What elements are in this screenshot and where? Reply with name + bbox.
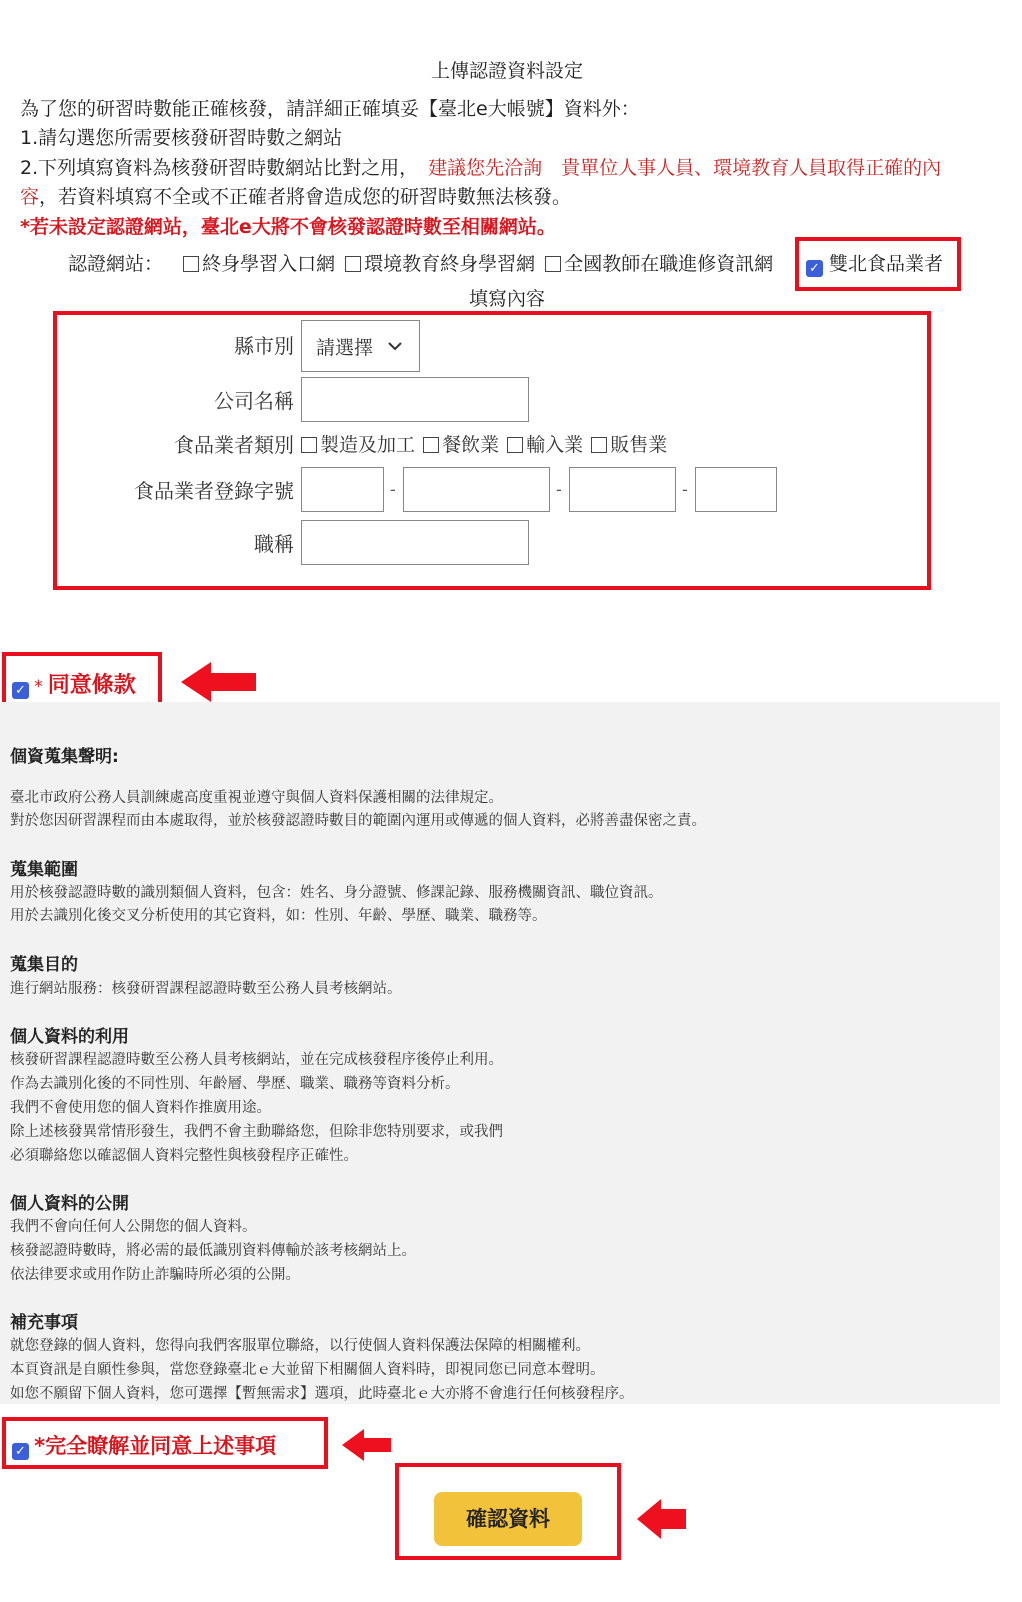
step2-text-cont xyxy=(20,184,571,210)
form-section-title: 填寫內容 xyxy=(468,288,545,310)
checkbox-checked[interactable]: ✓ xyxy=(806,260,823,277)
warning-text: *若未設定認證網站，臺北e大將不會核發認證時數至相關網站。 xyxy=(20,216,556,238)
terms-line: 如您不願留下個人資料，您可選擇【暫無需求】選項，此時臺北ｅ大亦將不會進行任何核發程序。 xyxy=(10,1386,634,1402)
terms-line: 進行網站服務：核發研習課程認證時數至公務人員考核網站。 xyxy=(10,981,402,997)
confirm-button[interactable]: 確認資料 xyxy=(434,1492,582,1546)
required-asterisk: * xyxy=(34,677,43,697)
category-option-import[interactable] xyxy=(507,434,583,456)
job-title-input[interactable] xyxy=(301,520,529,565)
terms-heading: 個資蒐集聲明: xyxy=(10,747,119,767)
separator: - xyxy=(682,480,688,499)
arrow-left-icon xyxy=(637,1497,687,1541)
step1-text: 1.請勾選您所需要核發研習時數之網站 xyxy=(20,127,343,149)
checkbox[interactable] xyxy=(183,256,199,272)
site-option-label: 環境教育終身學習網 xyxy=(364,253,536,275)
site-option-label: 終身學習入口網 xyxy=(202,253,336,275)
terms-heading: 蒐集範圍 xyxy=(10,860,78,880)
registration-input-3[interactable] xyxy=(569,467,676,512)
arrow-left-icon xyxy=(181,660,257,704)
sites-row xyxy=(68,251,773,277)
page-title: 上傳認證資料設定 xyxy=(430,60,583,82)
site-option-label: 全國教師在職進修資訊網 xyxy=(564,253,774,275)
step2-red-text: 建議您先洽詢 貴單位人事人員、環境教育人員取得正確的內 xyxy=(428,157,942,179)
agree-terms-label: 同意條款 xyxy=(47,673,136,698)
site-option-label: 雙北食品業者 xyxy=(829,253,944,275)
checkbox[interactable] xyxy=(591,437,607,453)
checkbox[interactable] xyxy=(545,256,561,272)
checkbox[interactable] xyxy=(507,437,523,453)
checkbox[interactable] xyxy=(345,256,361,272)
checkbox-checked[interactable]: ✓ xyxy=(12,682,29,699)
terms-line: 必須聯絡您以確認個人資料完整性與核發程序正確性。 xyxy=(10,1148,358,1164)
step2-text xyxy=(20,155,941,181)
category-label: 食品業者類別 xyxy=(174,433,294,457)
terms-line: 作為去識別化後的不同性別、年齡層、學歷、職業、職務等資料分析。 xyxy=(10,1076,460,1092)
agree-understand-label: *完全瞭解並同意上述事項 xyxy=(34,1434,277,1458)
terms-line: 本頁資訊是自願性參與，當您登錄臺北ｅ大並留下相關個人資料時，即視同您已同意本聲明。 xyxy=(10,1362,605,1378)
company-input[interactable] xyxy=(301,377,529,422)
registration-input-2[interactable] xyxy=(403,467,550,512)
terms-heading: 個人資料的利用 xyxy=(10,1027,129,1047)
separator: - xyxy=(390,480,396,499)
category-option-label: 餐飲業 xyxy=(442,434,500,456)
county-select[interactable] xyxy=(301,320,420,372)
registration-input-4[interactable] xyxy=(695,467,777,512)
terms-line: 臺北市政府公務人員訓練處高度重視並遵守與個人資料保護相關的法律規定。 xyxy=(10,790,503,806)
county-label: 縣市別 xyxy=(234,334,294,358)
step2-prefix: 2.下列填寫資料為核發研習時數網站比對之用， xyxy=(20,157,419,179)
category-options xyxy=(301,432,667,458)
site-option-food[interactable] xyxy=(806,251,943,277)
job-title-label: 職稱 xyxy=(254,532,294,556)
agree-understand[interactable] xyxy=(12,1430,276,1460)
site-option-env-edu[interactable] xyxy=(345,253,535,275)
checkbox[interactable] xyxy=(301,437,317,453)
terms-line: 依法律要求或用作防止詐騙時所必須的公開。 xyxy=(10,1267,300,1283)
terms-heading: 蒐集目的 xyxy=(10,955,78,975)
category-option-label: 販售業 xyxy=(610,434,668,456)
site-option-teacher[interactable] xyxy=(545,253,773,275)
checkbox[interactable] xyxy=(423,437,439,453)
sites-label: 認證網站： xyxy=(68,253,164,275)
county-select-value: 請選擇 xyxy=(316,337,374,359)
category-option-label: 輸入業 xyxy=(526,434,584,456)
step2-red-text-cont: 容 xyxy=(20,186,40,208)
site-option-lifelong[interactable] xyxy=(183,253,335,275)
terms-line: 用於去識別化後交叉分析使用的其它資料，如：性別、年齡、學歷、職業、職務等。 xyxy=(10,908,547,924)
category-option-catering[interactable] xyxy=(423,434,499,456)
terms-heading: 個人資料的公開 xyxy=(10,1194,129,1214)
step2-suffix: ，若資料填寫不全或不正確者將會造成您的研習時數無法核發。 xyxy=(39,186,572,208)
terms-line: 我們不會向任何人公開您的個人資料。 xyxy=(10,1219,257,1235)
terms-line: 我們不會使用您的個人資料作推廣用途。 xyxy=(10,1100,271,1116)
chevron-down-icon xyxy=(388,341,402,351)
terms-line: 除上述核發異常情形發生，我們不會主動聯絡您，但除非您特別要求，或我們 xyxy=(10,1124,503,1140)
registration-input-1[interactable] xyxy=(301,467,384,512)
terms-line: 就您登錄的個人資料，您得向我們客服單位聯絡，以行使個人資料保護法保障的相關權利。 xyxy=(10,1338,590,1354)
registration-label: 食品業者登錄字號 xyxy=(134,479,294,503)
terms-heading: 補充事項 xyxy=(10,1313,78,1333)
terms-line: 對於您因研習課程而由本處取得，並於核發認證時數目的範圍內運用或傳遞的個人資料，必將善盡保密之責。 xyxy=(10,813,706,829)
terms-line: 用於核發認證時數的識別類個人資料，包含：姓名、身分證號、修課記錄、服務機關資訊、職位資訊。 xyxy=(10,885,663,901)
arrow-left-icon xyxy=(342,1428,392,1462)
intro-text: 為了您的研習時數能正確核發，請詳細正確填妥【臺北e大帳號】資料外： xyxy=(20,98,640,120)
category-option-retail[interactable] xyxy=(591,434,667,456)
terms-line: 核發研習課程認證時數至公務人員考核網站，並在完成核發程序後停止利用。 xyxy=(10,1052,503,1068)
category-option-label: 製造及加工 xyxy=(320,434,416,456)
separator: - xyxy=(556,480,562,499)
agree-terms[interactable] xyxy=(12,668,136,699)
terms-line: 核發認證時數時，將必需的最低識別資料傳輸於該考核網站上。 xyxy=(10,1243,416,1259)
terms-panel xyxy=(0,702,1000,1404)
category-option-manufacture[interactable] xyxy=(301,434,415,456)
company-label: 公司名稱 xyxy=(214,389,294,413)
checkbox-checked[interactable]: ✓ xyxy=(12,1443,29,1460)
